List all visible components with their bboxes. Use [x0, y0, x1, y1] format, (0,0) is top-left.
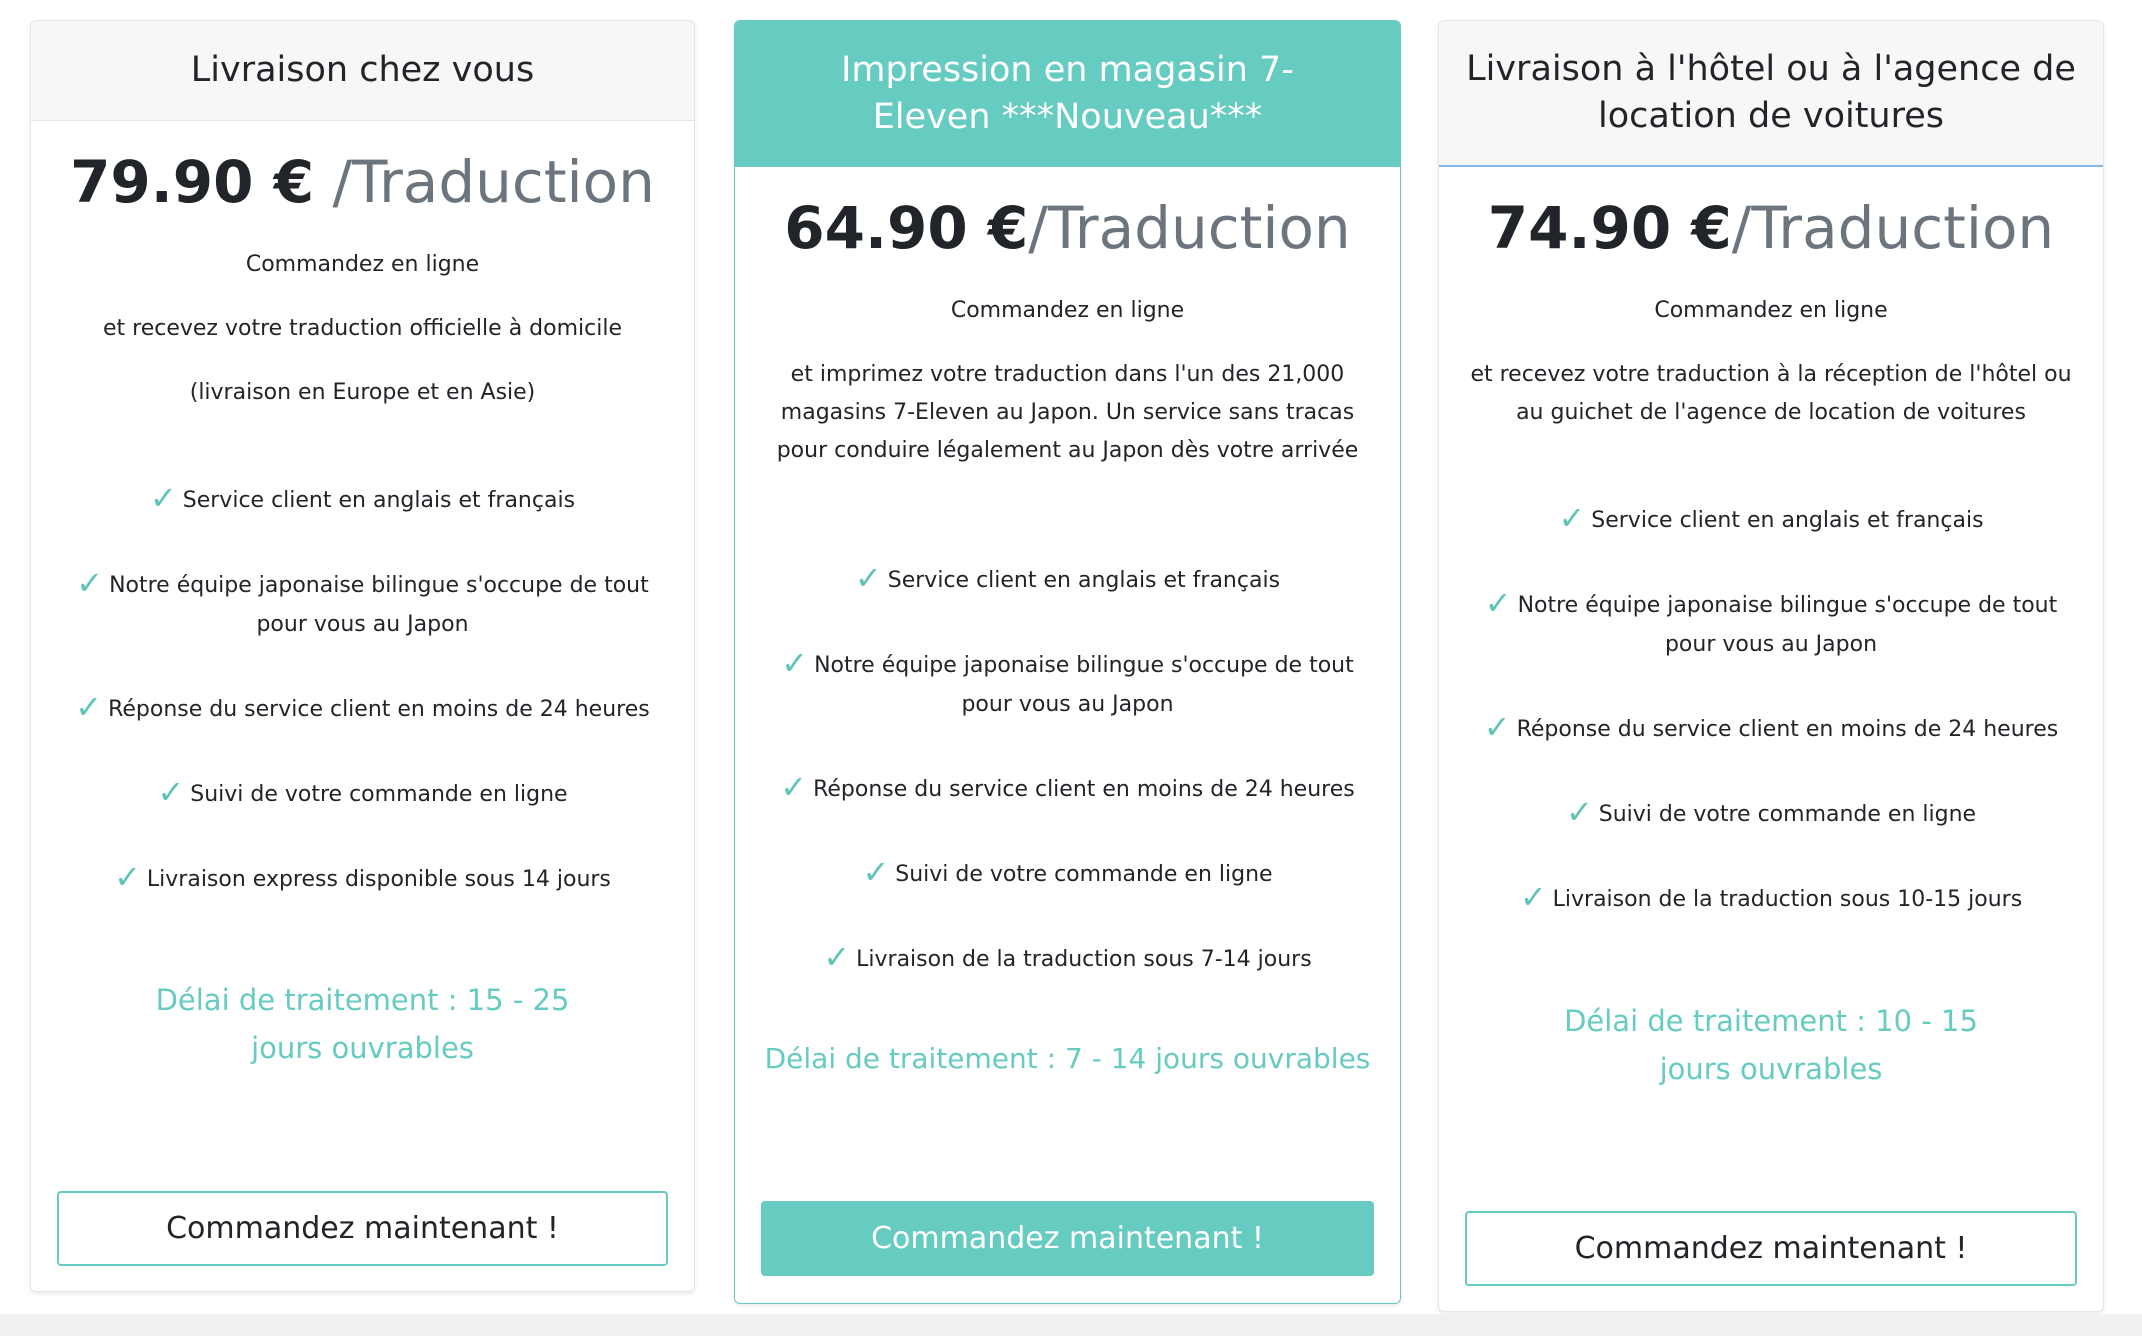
price: [1439, 193, 2103, 263]
price-unit: /Traduction: [1028, 194, 1351, 262]
card-title: [735, 21, 1400, 167]
processing-time: Délai de traitement : 10 - 15 jours ouvrables: [1564, 1004, 1978, 1086]
price-amount: 79.90 €: [70, 148, 315, 216]
pricing-card-hotel-delivery: [1438, 20, 2104, 1312]
processing-time: Délai de traitement : 15 - 25 jours ouvrables: [155, 983, 570, 1065]
check-icon: ✓: [1483, 708, 1511, 746]
feature-item: ✓ Service client en anglais et français: [1558, 499, 1984, 537]
feature-item: ✓ Réponse du service client en moins de 24 heures: [780, 768, 1355, 806]
feature-item: ✓ Service client en anglais et français: [149, 479, 576, 517]
description-line: Commandez en ligne: [1654, 298, 1888, 323]
check-icon: ✓: [781, 644, 809, 682]
processing-time: Délai de traitement : 7 - 14 jours ouvrables: [764, 1042, 1371, 1075]
price-unit: /Traduction: [314, 148, 655, 216]
card-title-text: Livraison à l'hôtel ou à l'agence de location de voitures: [1466, 49, 2076, 136]
description-line: et imprimez votre traduction dans l'un des 21,000 magasins 7-Eleven au Japon. Un service sans tracas pour conduire légalement au Japon dès votre arrivée: [776, 362, 1359, 463]
check-icon: ✓: [823, 938, 851, 976]
check-icon: ✓: [114, 858, 141, 896]
feature-item: ✓ Notre équipe japonaise bilingue s'occupe de tout pour vous au Japon: [76, 564, 649, 637]
description-line: et recevez votre traduction à la réception de l'hôtel ou au guichet de l'agence de location de voitures: [1470, 362, 2072, 425]
pricing-card-7eleven-print: [734, 20, 1401, 1304]
check-icon: ✓: [75, 688, 103, 726]
feature-item: ✓ Réponse du service client en moins de 24 heures: [75, 688, 650, 726]
price: [735, 193, 1400, 263]
plan-description: [759, 292, 1376, 470]
price-unit: /Traduction: [1731, 194, 2055, 262]
feature-item: ✓ Suivi de votre commande en ligne: [1565, 793, 1977, 831]
feature-item: ✓ Livraison de la traduction sous 10-15 jours: [1519, 878, 2023, 916]
order-now-button[interactable]: Commandez maintenant !: [761, 1201, 1374, 1276]
check-icon: ✓: [149, 479, 177, 517]
check-icon: ✓: [862, 853, 890, 891]
feature-item: ✓ Notre équipe japonaise bilingue s'occupe de tout pour vous au Japon: [781, 644, 1354, 717]
feature-item: ✓ Réponse du service client en moins de 24 heures: [1483, 708, 2059, 746]
card-title-text: Livraison chez vous: [190, 50, 535, 90]
feature-item: ✓ Suivi de votre commande en ligne: [157, 773, 568, 811]
order-now-button[interactable]: Commandez maintenant !: [57, 1191, 668, 1266]
feature-item: ✓ Livraison express disponible sous 14 jours: [114, 858, 611, 896]
pricing-card-home-delivery: [30, 20, 695, 1292]
feature-list: [755, 561, 1380, 979]
price-amount: 74.90 €: [1487, 194, 1732, 262]
feature-item: ✓ Suivi de votre commande en ligne: [862, 853, 1273, 891]
plan-description: [1463, 292, 2079, 432]
feature-list: [1459, 501, 2083, 919]
description-line: Commandez en ligne: [950, 298, 1185, 323]
card-title-text: Impression en magasin 7-Eleven ***Nouveau***: [841, 50, 1294, 137]
price: [31, 147, 694, 217]
feature-item: ✓ Service client en anglais et français: [854, 559, 1281, 597]
price-amount: 64.90 €: [784, 194, 1029, 262]
order-now-button[interactable]: Commandez maintenant !: [1465, 1211, 2077, 1286]
feature-list: [51, 481, 674, 899]
feature-item: ✓ Notre équipe japonaise bilingue s'occupe de tout pour vous au Japon: [1484, 584, 2058, 657]
check-icon: ✓: [854, 559, 882, 597]
check-icon: ✓: [1558, 499, 1586, 537]
description-line: et recevez votre traduction officielle à domicile: [103, 316, 622, 341]
check-icon: ✓: [780, 768, 808, 806]
description-line: (livraison en Europe et en Asie): [189, 380, 536, 405]
card-title: [1439, 21, 2103, 167]
check-icon: ✓: [1565, 793, 1593, 831]
plan-description: [55, 246, 670, 412]
description-line: Commandez en ligne: [245, 252, 480, 277]
check-icon: ✓: [1484, 584, 1512, 622]
check-icon: ✓: [76, 564, 104, 602]
card-title: [31, 21, 694, 121]
check-icon: ✓: [157, 773, 185, 811]
check-icon: ✓: [1519, 878, 1547, 916]
feature-item: ✓ Livraison de la traduction sous 7-14 jours: [823, 938, 1312, 976]
page-footer-band: [0, 1314, 2142, 1336]
